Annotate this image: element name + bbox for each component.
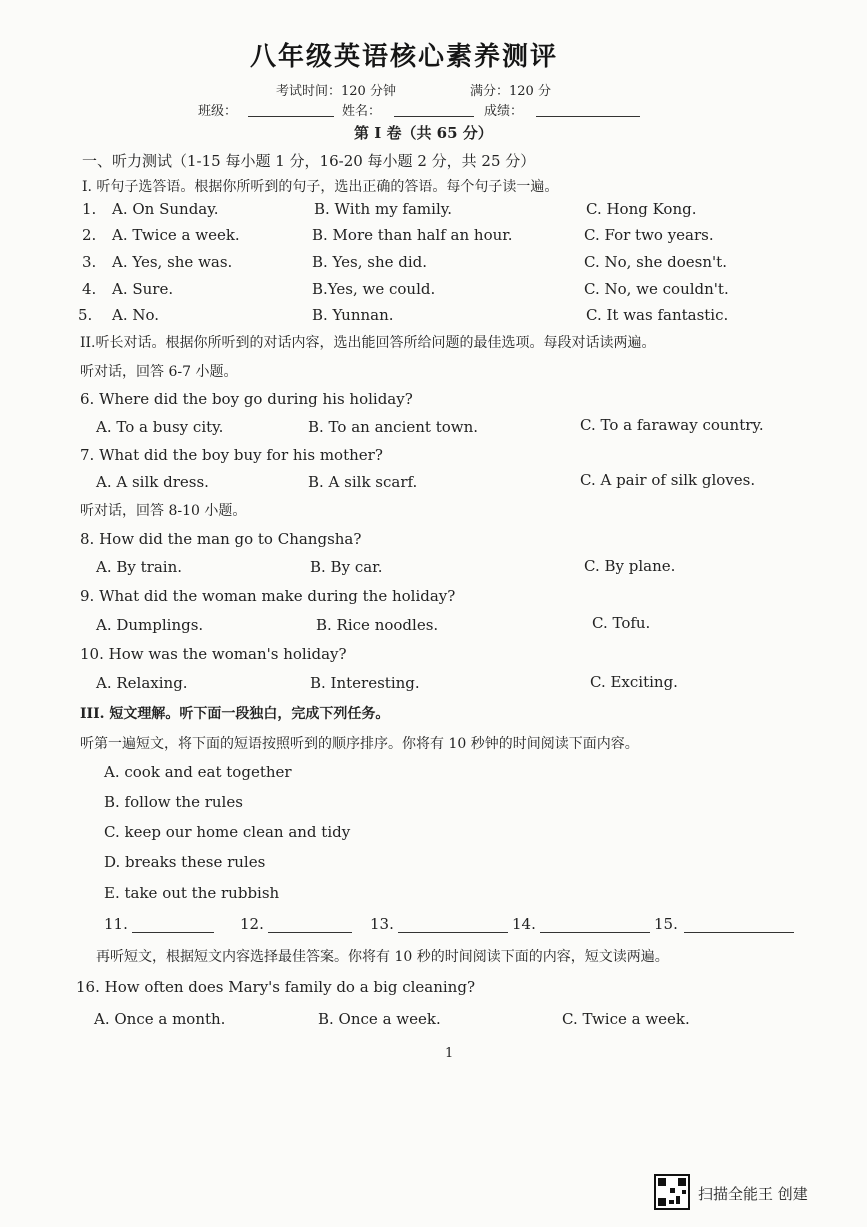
option-b: B. Interesting. (310, 674, 420, 692)
blank-13-field[interactable] (398, 932, 508, 933)
question-16-stem: 16. How often does Mary's family do a big cleaning? (76, 978, 475, 996)
blank-label: 15. (654, 915, 678, 933)
question-number: 3. (82, 253, 97, 271)
exam-time: 考试时间：120 分钟 (276, 84, 396, 99)
option-b: B.Yes, we could. (312, 280, 436, 298)
option-a: A. Sure. (112, 280, 174, 298)
dialog2-label: 听对话，回答 8-10 小题。 (80, 503, 247, 519)
scanner-brand-text: 扫描全能王 创建 (698, 1185, 808, 1203)
option-c: C. For two years. (584, 226, 714, 244)
result-label: 成绩： (484, 104, 524, 119)
option-c: C. Tofu. (592, 614, 651, 632)
question-9-stem: 9. What did the woman make during the holiday? (80, 587, 456, 605)
option-a: A. To a busy city. (96, 418, 224, 436)
dialog1-label: 听对话，回答 6-7 小题。 (80, 364, 238, 380)
full-score: 满分：120 分 (470, 84, 551, 99)
result-field[interactable] (536, 116, 640, 117)
option-a: A. Once a month. (94, 1010, 226, 1028)
part3-instruction: 听第一遍短文，将下面的短语按照听到的顺序排序。你将有 10 秒钟的时间阅读下面内容。 (80, 736, 639, 752)
list-item: E. take out the rubbish (104, 884, 280, 902)
volume-title: 第 I 卷（共 65 分） (354, 124, 493, 142)
blank-label: 12. (240, 915, 264, 933)
option-a: A. No. (112, 306, 160, 324)
option-c: C. Exciting. (590, 673, 678, 691)
option-c: C. Twice a week. (562, 1010, 690, 1028)
blank-15-field[interactable] (684, 932, 794, 933)
part3-instruction-2: 再听短文，根据短文内容选择最佳答案。你将有 10 秒的时间阅读下面的内容，短文读两遍。 (96, 949, 669, 965)
section-heading: 一、听力测试（1-15 每小题 1 分，16-20 每小题 2 分，共 25 分） (82, 152, 536, 170)
option-b: B. Once a week. (318, 1010, 441, 1028)
list-item: C. keep our home clean and tidy (104, 823, 351, 841)
option-a: A. Twice a week. (112, 226, 240, 244)
option-c: C. It was fantastic. (586, 306, 729, 324)
option-b: B. To an ancient town. (308, 418, 479, 436)
blank-11-field[interactable] (132, 932, 214, 933)
part2-instruction: II.听长对话。根据你所听到的对话内容，选出能回答所给问题的最佳选项。每段对话读两遍。 (80, 335, 656, 351)
option-b: B. More than half an hour. (312, 226, 513, 244)
option-a: A. By train. (96, 558, 183, 576)
option-c: C. Hong Kong. (586, 200, 697, 218)
part3-heading: III. 短文理解。听下面一段独白，完成下列任务。 (80, 706, 390, 722)
option-b: B. With my family. (314, 200, 452, 218)
option-b: B. Yunnan. (312, 306, 394, 324)
name-label: 姓名： (342, 104, 382, 119)
option-b: B. Yes, she did. (312, 253, 428, 271)
question-number: 2. (82, 226, 97, 244)
option-c: C. A pair of silk gloves. (580, 471, 756, 489)
option-b: B. A silk scarf. (308, 473, 418, 491)
list-item: B. follow the rules (104, 793, 243, 811)
question-6-stem: 6. Where did the boy go during his holiday? (80, 390, 413, 408)
question-8-stem: 8. How did the man go to Changsha? (80, 530, 362, 548)
question-number: 5. (78, 306, 93, 324)
blank-label: 13. (370, 915, 394, 933)
class-field[interactable] (248, 116, 334, 117)
blank-14-field[interactable] (540, 932, 650, 933)
class-label: 班级： (198, 104, 238, 119)
option-a: A. Yes, she was. (112, 253, 233, 271)
blank-label: 11. (104, 915, 128, 933)
option-a: A. Dumplings. (96, 616, 204, 634)
question-10-stem: 10. How was the woman's holiday? (80, 645, 347, 663)
blank-label: 14. (512, 915, 536, 933)
part1-instruction: I. 听句子选答语。根据你所听到的句子，选出正确的答语。每个句子读一遍。 (82, 179, 559, 195)
list-item: D. breaks these rules (104, 853, 266, 871)
option-b: B. By car. (310, 558, 383, 576)
option-c: C. By plane. (584, 557, 676, 575)
blank-12-field[interactable] (268, 932, 352, 933)
option-c: C. No, we couldn't. (584, 280, 729, 298)
page-number: 1 (445, 1046, 454, 1061)
option-b: B. Rice noodles. (316, 616, 439, 634)
option-c: C. No, she doesn't. (584, 253, 727, 271)
page-title: 八年级英语核心素养测评 (250, 42, 559, 72)
qr-code-icon (654, 1174, 690, 1210)
question-number: 1. (82, 200, 97, 218)
option-a: A. On Sunday. (112, 200, 219, 218)
option-c: C. To a faraway country. (580, 416, 764, 434)
question-7-stem: 7. What did the boy buy for his mother? (80, 446, 383, 464)
option-a: A. A silk dress. (96, 473, 209, 491)
name-field[interactable] (394, 116, 474, 117)
list-item: A. cook and eat together (104, 763, 292, 781)
question-number: 4. (82, 280, 97, 298)
option-a: A. Relaxing. (96, 674, 188, 692)
